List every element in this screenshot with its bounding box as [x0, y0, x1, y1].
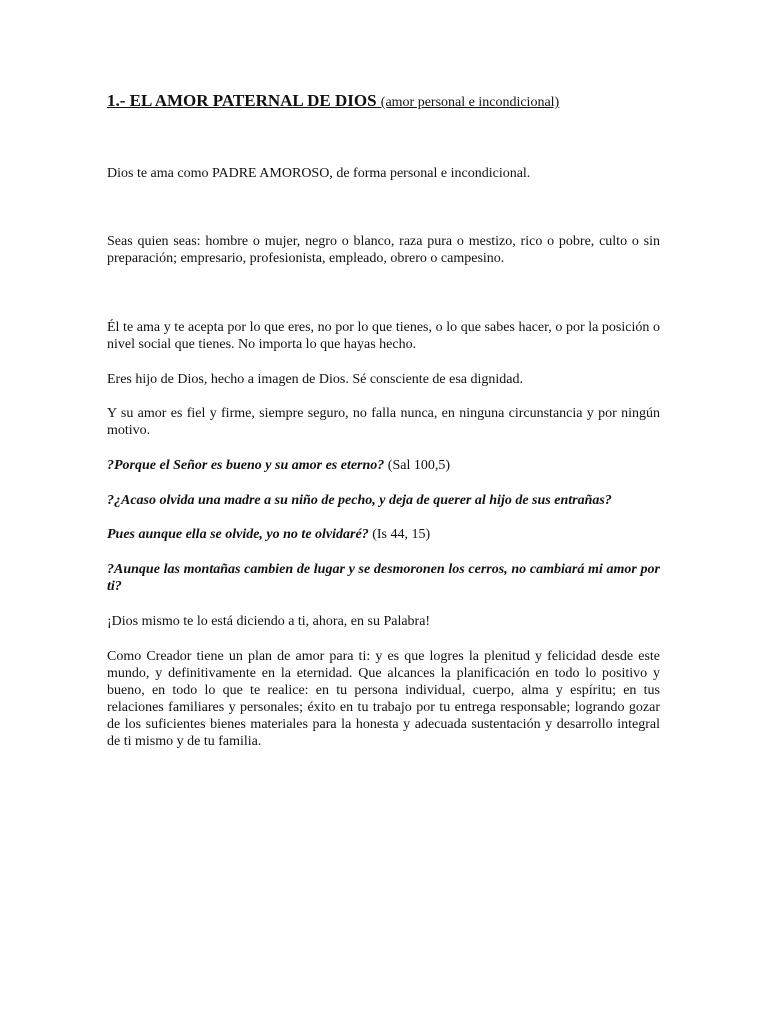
paragraph-7	[107, 492, 660, 509]
paragraph-1: Dios te ama como PADRE AMOROSO, de forma personal e incondicional.	[107, 166, 531, 181]
paragraph-6	[107, 457, 660, 474]
title-subtitle: (amor personal e incondicional)	[380, 95, 560, 110]
paragraph-3: Él te ama y te acepta por lo que eres, no por lo que tienes, o lo que sabes hacer, o por la posición o nivel social que tienes. No importa lo que hayas hecho.	[107, 320, 660, 352]
paragraph-11: Como Creador tiene un plan de amor para ti: y es que logres la plenitud y felicidad desde este mundo, y definitivamente en la eternidad. Que alcances la planificación en todo lo positivo y bueno, en todo lo que te realice: en tu persona individual, cuerpo, alma y espíritu; en tus relaciones familiares y personales; éxito en tu trabajo por tu entrega responsable; logrando gozar de los suficientes bienes materiales para la honesta y adecuada sustentación y desarrollo integral de ti mismo y de tu familia.	[107, 649, 660, 749]
title-text: 1.- EL AMOR PATERNAL DE DIOS	[107, 91, 377, 110]
quote-psalm: ?Porque el Señor es bueno y su amor es eterno?	[107, 458, 385, 473]
paragraph-10: ¡Dios mismo te lo está diciendo a ti, ahora, en su Palabra!	[107, 614, 431, 629]
paragraph-8	[107, 526, 660, 543]
paragraph-4: Eres hijo de Dios, hecho a imagen de Dios. Sé consciente de esa dignidad.	[107, 372, 523, 387]
quote-mountains: ?Aunque las montañas cambien de lugar y se desmoronen los cerros, no cambiará mi amor por ti?	[107, 562, 660, 594]
quote-isaiah-forget: Pues aunque ella se olvide, yo no te olvidaré?	[107, 527, 369, 542]
document-title	[107, 90, 660, 114]
document-body	[107, 90, 660, 750]
reference-isaiah: (Is 44, 15)	[368, 527, 431, 542]
reference-psalm: (Sal 100,5)	[384, 458, 451, 473]
paragraph-5: Y su amor es fiel y firme, siempre seguro, no falla nunca, en ninguna circunstancia y por ningún motivo.	[107, 406, 660, 438]
quote-isaiah-mother: ?¿Acaso olvida una madre a su niño de pecho, y deja de querer al hijo de sus entrañas?	[107, 493, 612, 508]
paragraph-2: Seas quien seas: hombre o mujer, negro o blanco, raza pura o mestizo, rico o pobre, culto o sin preparación; empresario, profesionista, empleado, obrero o campesino.	[107, 234, 660, 266]
paragraph-9	[107, 561, 660, 595]
